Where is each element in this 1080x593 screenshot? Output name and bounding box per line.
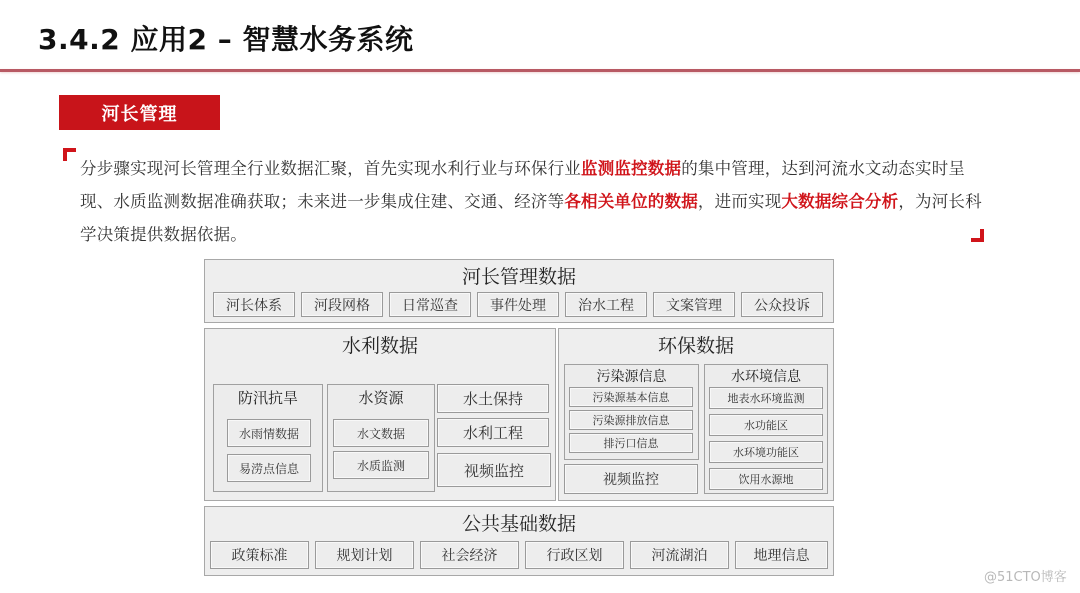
water-environment-title: 水环境信息 bbox=[731, 369, 801, 385]
title-divider bbox=[0, 69, 1080, 72]
intro-text: 的集中管理，达到河流水文动态实时呈现、水质监测数据准确获取；未来进一步集成住建、交通、经济等 bbox=[80, 159, 966, 211]
intro-highlight: 各相关单位的数据 bbox=[564, 192, 698, 211]
public-base-item[interactable]: 地理信息 bbox=[735, 541, 828, 569]
pollution-item[interactable]: 排污口信息 bbox=[569, 433, 693, 453]
flood-drought-group bbox=[213, 384, 323, 492]
flood-drought-title: 防汛抗旱 bbox=[237, 389, 298, 407]
water-resources-group bbox=[327, 384, 435, 492]
intro-paragraph bbox=[80, 152, 990, 251]
resources-item[interactable]: 水质监测 bbox=[333, 451, 429, 479]
river-chief-item[interactable]: 河段网格 bbox=[301, 292, 383, 317]
public-base-item[interactable]: 河流湖泊 bbox=[630, 541, 729, 569]
water-resources-title: 水资源 bbox=[358, 389, 404, 407]
pollution-item[interactable]: 污染源排放信息 bbox=[569, 410, 693, 430]
water-env-item[interactable]: 地表水环境监测 bbox=[709, 387, 823, 409]
water-standalone-item[interactable]: 视频监控 bbox=[437, 453, 551, 487]
water-environment-group bbox=[704, 364, 828, 494]
environmental-data-title: 环保数据 bbox=[657, 335, 734, 357]
water-standalone-item[interactable]: 水利工程 bbox=[437, 418, 549, 447]
public-base-data-title: 公共基础数据 bbox=[461, 513, 576, 535]
river-chief-item[interactable]: 河长体系 bbox=[213, 292, 295, 317]
public-base-item[interactable]: 行政区划 bbox=[525, 541, 624, 569]
public-base-item[interactable]: 政策标准 bbox=[210, 541, 309, 569]
river-chief-item[interactable]: 日常巡查 bbox=[389, 292, 471, 317]
close-quote-mark-icon bbox=[971, 229, 984, 242]
public-base-item[interactable]: 社会经济 bbox=[420, 541, 519, 569]
water-env-item[interactable]: 水环境功能区 bbox=[709, 441, 823, 463]
pollution-source-group bbox=[564, 364, 699, 460]
resources-item[interactable]: 水文数据 bbox=[333, 419, 429, 447]
environmental-data-box bbox=[558, 328, 834, 501]
intro-text: ，为河长科学决策提供数据依据。 bbox=[80, 192, 982, 244]
intro-highlight: 大数据综合分析 bbox=[781, 192, 899, 211]
public-base-data-box bbox=[204, 506, 834, 576]
page-title: 3.4.2 应用2 – 智慧水务系统 bbox=[38, 23, 414, 56]
intro-text: ，进而实现 bbox=[697, 192, 782, 211]
intro-text: 分步骤实现河长管理全行业数据汇聚，首先实现水利行业与环保行业 bbox=[80, 159, 581, 178]
river-chief-item[interactable]: 治水工程 bbox=[565, 292, 647, 317]
pollution-item[interactable]: 污染源基本信息 bbox=[569, 387, 693, 407]
river-chief-data-box bbox=[204, 259, 834, 323]
open-quote-mark-icon bbox=[63, 148, 76, 161]
water-conservancy-data-box bbox=[204, 328, 556, 501]
water-env-item[interactable]: 饮用水源地 bbox=[709, 468, 823, 490]
flood-item[interactable]: 易涝点信息 bbox=[227, 454, 311, 482]
pollution-source-title: 污染源信息 bbox=[596, 369, 667, 385]
river-chief-data-title: 河长管理数据 bbox=[461, 266, 576, 288]
intro-highlight: 监测监控数据 bbox=[581, 159, 682, 178]
water-conservancy-data-title: 水利数据 bbox=[341, 335, 418, 357]
river-chief-item[interactable]: 事件处理 bbox=[477, 292, 559, 317]
section-tab-river-chief: 河长管理 bbox=[59, 95, 220, 130]
river-chief-item[interactable]: 公众投诉 bbox=[741, 292, 823, 317]
flood-item[interactable]: 水雨情数据 bbox=[227, 419, 311, 447]
water-env-item[interactable]: 水功能区 bbox=[709, 414, 823, 436]
env-video-monitoring[interactable]: 视频监控 bbox=[564, 464, 698, 494]
water-standalone-item[interactable]: 水土保持 bbox=[437, 384, 549, 413]
public-base-item[interactable]: 规划计划 bbox=[315, 541, 414, 569]
watermark: @51CTO博客 bbox=[984, 570, 1067, 585]
river-chief-item[interactable]: 文案管理 bbox=[653, 292, 735, 317]
